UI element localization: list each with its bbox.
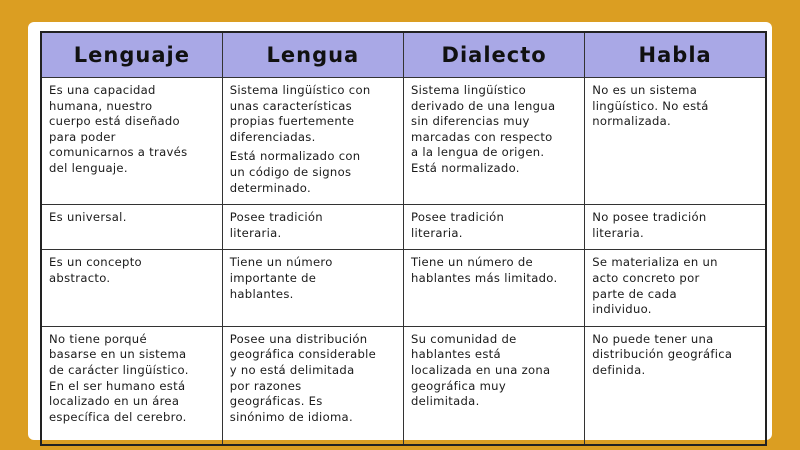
cell-text: No es un sistema lingüístico. No está normalizada. <box>592 83 709 129</box>
cell-text: Posee una distribución geográfica considerable y no está delimitada por razones geográficas. Es sinónimo de idioma. <box>229 331 377 424</box>
cell-text: No puede tener una distribución geográfica definida. <box>592 331 733 377</box>
cell-text: Tiene un número de hablantes más limitado. <box>411 255 558 285</box>
table-cell <box>41 78 222 205</box>
header-dialecto: Dialecto <box>404 32 585 78</box>
table-cell <box>585 78 766 205</box>
table-cell <box>404 205 585 250</box>
table-row <box>41 78 766 205</box>
table-row <box>41 250 766 326</box>
table-row <box>41 205 766 250</box>
table-cell <box>222 78 403 205</box>
header-lengua: Lengua <box>222 32 403 78</box>
cell-text: Está normalizado con un código de signos determinado. <box>229 149 361 195</box>
cell-text: Es un concepto abstracto. <box>49 255 142 285</box>
cell-text: Es universal. <box>49 210 127 225</box>
cell-text: Su comunidad de hablantes está localizada en una zona geográfica muy delimitada. <box>411 331 551 409</box>
cell-text: Posee tradición literaria. <box>411 210 505 240</box>
table-cell <box>41 205 222 250</box>
table-cell <box>222 326 403 445</box>
table-cell <box>585 326 766 445</box>
cell-text: Tiene un número importante de hablantes. <box>229 255 333 301</box>
cell-text: No posee tradición literaria. <box>592 210 707 240</box>
header-row <box>41 32 766 78</box>
cell-text: Posee tradición literaria. <box>229 210 323 240</box>
cell-text: Sistema lingüístico con unas características propias fuertemente diferenciadas. <box>229 83 371 144</box>
header-lenguaje: Lenguaje <box>41 32 222 78</box>
table-cell <box>585 205 766 250</box>
table-cell <box>404 326 585 445</box>
header-habla: Habla <box>585 32 766 78</box>
table-cell <box>41 250 222 326</box>
comparison-table <box>40 31 767 446</box>
table-cell <box>222 250 403 326</box>
cell-text: No tiene porqué basarse en un sistema de carácter lingüístico. En el ser humano está localizado en un área específica del cerebro. <box>49 331 189 424</box>
table-cell <box>222 205 403 250</box>
table-cell <box>585 250 766 326</box>
table-row <box>41 326 766 445</box>
table-cell <box>404 78 585 205</box>
table-cell <box>41 326 222 445</box>
cell-text: Es una capacidad humana, nuestro cuerpo está diseñado para poder comunicarnos a través del lenguaje. <box>49 83 188 175</box>
cell-text: Se materializa en un acto concreto por parte de cada individuo. <box>592 255 718 317</box>
cell-text: Sistema lingüístico derivado de una lengua sin diferencias muy marcadas con respecto a la lengua de origen. Está normalizado. <box>411 83 556 175</box>
table-cell <box>404 250 585 326</box>
